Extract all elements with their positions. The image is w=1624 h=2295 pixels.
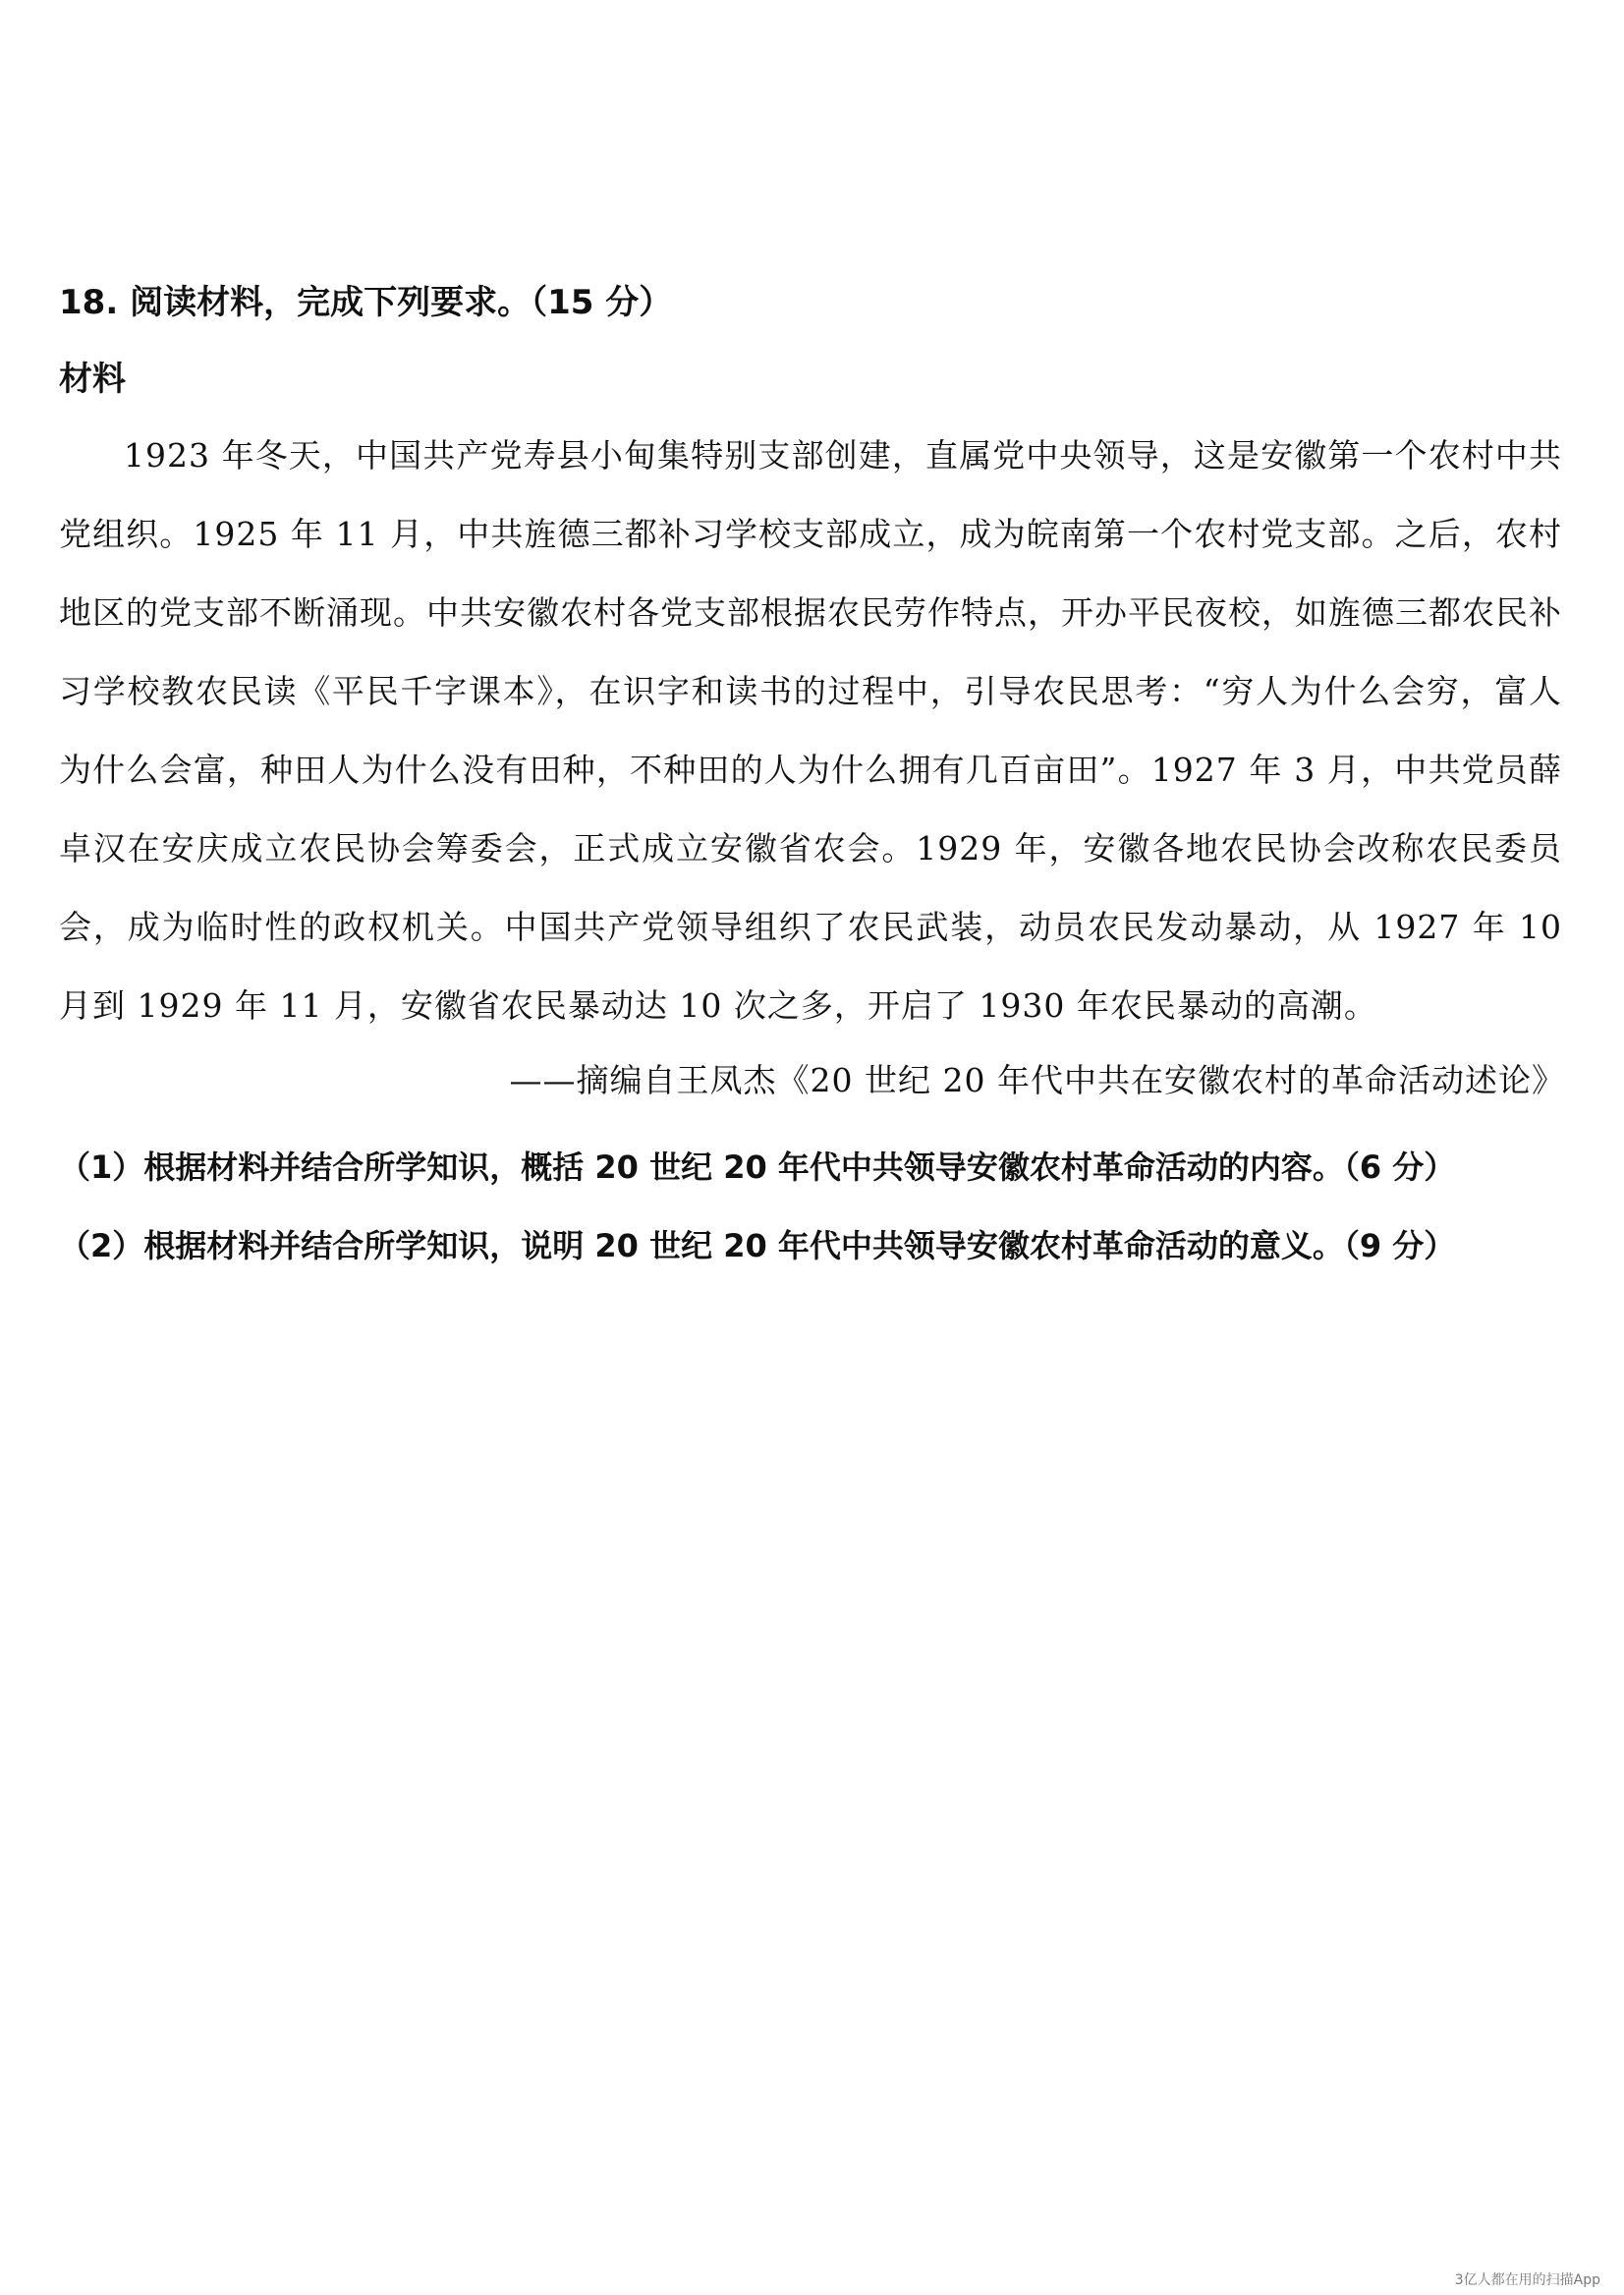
sub-question-1: （1）根据材料并结合所学知识，概括 20 世纪 20 年代中共领导安徽农村革命活动的内容。（6 分） bbox=[59, 1148, 1456, 1186]
material-source: ——摘编自王凤杰《20 世纪 20 年代中共在安徽农村的革命活动述论》 bbox=[509, 1061, 1565, 1099]
sub-question-2: （2）根据材料并结合所学知识，说明 20 世纪 20 年代中共领导安徽农村革命活动的意义。（9 分） bbox=[59, 1227, 1456, 1264]
question-header: 18. 阅读材料，完成下列要求。（15 分） bbox=[59, 283, 673, 322]
material-text: 1923 年冬天，中国共产党寿县小甸集特别支部创建，直属党中央领导，这是安徽第一个农村中共党组织。1925 年 11 月，中共旌德三都补习学校支部成立，成为皖南第一个农村党支部。之后，农村地区的党支部不断涌现。中共安徽农村各党支部根据农民劳作特点，开办平民夜校，如旌德三都农民补习学校教农民读《平民千字课本》，在识字和读书的过程中，引导农民思考：“穷人为什么会穷，富人为什么会富，种田人为什么没有田种，不种田的人为什么拥有几百亩田”。1927 年 3 月，中共党员薛卓汉在安庆成立农民协会筹委会，正式成立安徽省农会。1929 年，安徽各地农民协会改称农民委员会，成为临时性的政权机关。中国共产党领导组织了农民武装，动员农民发动暴动，从 1927 年 10 月到 1929 年 11 月，安徽省农民暴动达 10 次之多，开启了 1930 年农民暴动的高潮。 bbox=[59, 436, 1562, 1025]
scanner-watermark: 3亿人都在用的扫描App bbox=[1454, 2272, 1600, 2288]
material-label: 材料 bbox=[59, 360, 126, 399]
